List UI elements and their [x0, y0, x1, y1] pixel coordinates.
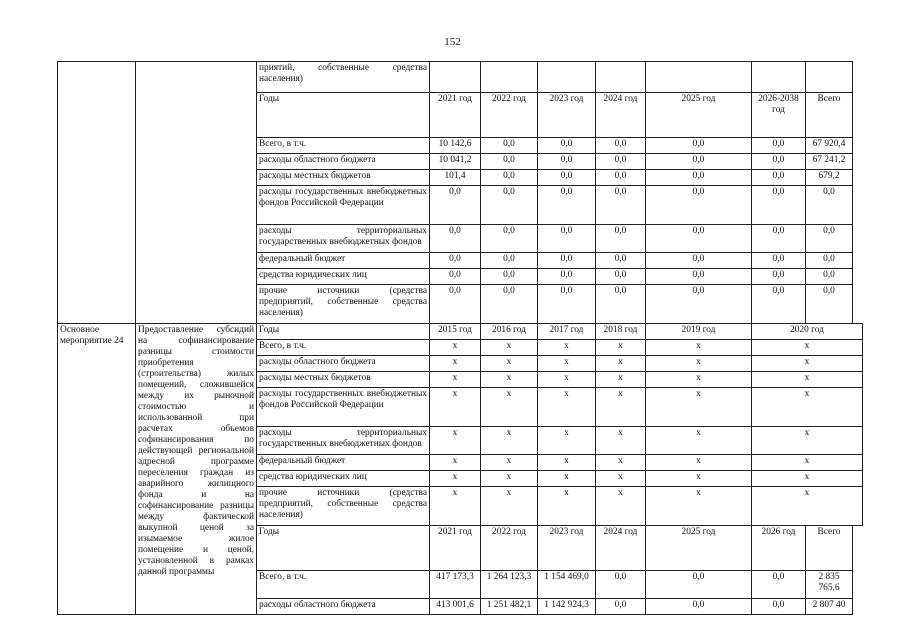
amount-cell: х — [646, 471, 752, 487]
amount-cell: х — [430, 455, 481, 471]
amount-cell: 0,0 — [481, 269, 538, 285]
amount-cell: х — [481, 455, 538, 471]
amount-cell: 10 041,2 — [430, 154, 481, 170]
amount-cell: 0,0 — [806, 269, 853, 285]
amount-cell: 0,0 — [430, 269, 481, 285]
empty-cell — [752, 62, 806, 93]
amount-cell: х — [430, 471, 481, 487]
source-label: Всего, в т.ч. — [257, 138, 430, 154]
amount-cell: 0,0 — [596, 285, 646, 324]
year-header: 2022 год — [481, 526, 538, 571]
amount-cell: 67 920,4 — [806, 138, 853, 154]
amount-cell: х — [752, 372, 863, 388]
amount-cell: х — [646, 356, 752, 372]
empty-cell — [806, 62, 853, 93]
amount-cell: 0,0 — [596, 599, 646, 615]
amount-cell: х — [646, 372, 752, 388]
amount-cell: х — [752, 455, 863, 471]
amount-cell: 0,0 — [481, 225, 538, 253]
source-label: расходы областного бюджета — [257, 356, 430, 372]
amount-cell: х — [596, 356, 646, 372]
year-header: 2024 год — [596, 526, 646, 571]
amount-cell: х — [538, 372, 596, 388]
amount-cell: 0,0 — [806, 186, 853, 225]
source-label: расходы областного бюджета — [257, 154, 430, 170]
amount-cell: х — [430, 388, 481, 427]
amount-cell: 0,0 — [596, 154, 646, 170]
amount-cell: х — [481, 487, 538, 526]
year-header: 2024 год — [596, 93, 646, 138]
amount-cell: х — [596, 388, 646, 427]
amount-cell: 0,0 — [806, 225, 853, 253]
source-label: прочие источники (средства предприятий, собственные средства населения) — [257, 285, 430, 324]
amount-cell: 0,0 — [596, 225, 646, 253]
amount-cell: х — [752, 388, 863, 427]
amount-cell: 0,0 — [481, 170, 538, 186]
years-label: Годы — [257, 324, 430, 340]
amount-cell: х — [596, 427, 646, 455]
amount-cell: х — [596, 471, 646, 487]
continued-text: приятий, собственные средства населения) — [257, 62, 430, 93]
event-24-description: Предоставление субсидий на софинансирование разницы стоимости приобретения (строительства) жилых помещений, сложившейся между их рыночной стоимостью и использованной при расчетах объемов софинансирования по действующей региональной адресной программе переселения граждан из аварийного жилищного фонда и на софинансирование разницы между фактической выкупной ценой за изымаемое жилое помещение и ценой, установленной в рамках данной программы — [136, 324, 257, 615]
year-header: 2023 год — [538, 526, 596, 571]
amount-cell: 0,0 — [646, 225, 752, 253]
amount-cell: х — [752, 356, 863, 372]
amount-cell: 0,0 — [481, 138, 538, 154]
amount-cell: 0,0 — [538, 225, 596, 253]
source-label: прочие источники (средства предприятий, собственные средства населения) — [257, 487, 430, 526]
amount-cell: х — [596, 455, 646, 471]
amount-cell: 0,0 — [538, 269, 596, 285]
amount-cell: 679,2 — [806, 170, 853, 186]
amount-cell: 1 154 469,0 — [538, 571, 596, 599]
amount-cell: 1 251 482,1 — [481, 599, 538, 615]
source-label: расходы территориальных государственных внебюджетных фондов — [257, 225, 430, 253]
amount-cell: х — [538, 340, 596, 356]
amount-cell: х — [646, 388, 752, 427]
year-header: Всего — [806, 526, 853, 571]
amount-cell: х — [481, 372, 538, 388]
year-header: 2015 год — [430, 324, 481, 340]
amount-cell: х — [596, 372, 646, 388]
amount-cell: 0,0 — [646, 138, 752, 154]
amount-cell: х — [596, 487, 646, 526]
amount-cell: 0,0 — [646, 269, 752, 285]
amount-cell: 1 264 123,3 — [481, 571, 538, 599]
amount-cell: х — [538, 427, 596, 455]
amount-cell: 0,0 — [646, 599, 752, 615]
amount-cell: х — [538, 455, 596, 471]
amount-cell: 0,0 — [752, 571, 806, 599]
year-header: 2017 год — [538, 324, 596, 340]
empty-cell — [646, 62, 752, 93]
amount-cell: 0,0 — [752, 154, 806, 170]
source-label: расходы местных бюджетов — [257, 170, 430, 186]
amount-cell: х — [646, 455, 752, 471]
event-name-cell — [58, 62, 136, 324]
amount-cell: 67 241,2 — [806, 154, 853, 170]
amount-cell: 0,0 — [538, 285, 596, 324]
source-label: Всего, в т.ч. — [257, 571, 430, 599]
year-header: 2026-2038 год — [752, 93, 806, 138]
amount-cell: х — [430, 340, 481, 356]
amount-cell: х — [430, 427, 481, 455]
amount-cell: 0,0 — [646, 571, 752, 599]
year-header: 2025 год — [646, 526, 752, 571]
page-number: 152 — [444, 36, 461, 48]
amount-cell: 417 173,3 — [430, 571, 481, 599]
year-header: 2022 год — [481, 93, 538, 138]
amount-cell: 0,0 — [481, 253, 538, 269]
amount-cell: х — [481, 471, 538, 487]
amount-cell: х — [481, 356, 538, 372]
source-label: расходы территориальных государственных внебюджетных фондов — [257, 427, 430, 455]
years-label: Годы — [257, 526, 430, 571]
amount-cell: 0,0 — [481, 285, 538, 324]
amount-cell: 0,0 — [752, 170, 806, 186]
amount-cell: х — [538, 487, 596, 526]
amount-cell: х — [752, 487, 863, 526]
amount-cell: 0,0 — [596, 253, 646, 269]
amount-cell: 10 142,6 — [430, 138, 481, 154]
amount-cell: 0,0 — [646, 154, 752, 170]
amount-cell: 0,0 — [752, 269, 806, 285]
year-header: 2016 год — [481, 324, 538, 340]
amount-cell: 2 807 40 — [806, 599, 853, 615]
amount-cell: х — [596, 340, 646, 356]
amount-cell: 0,0 — [752, 599, 806, 615]
amount-cell: 0,0 — [538, 253, 596, 269]
years-label: Годы — [257, 93, 430, 138]
amount-cell: х — [481, 388, 538, 427]
amount-cell: х — [430, 372, 481, 388]
amount-cell: х — [646, 427, 752, 455]
amount-cell: х — [752, 427, 863, 455]
empty-cell — [430, 62, 481, 93]
amount-cell: 413 001,6 — [430, 599, 481, 615]
amount-cell: 0,0 — [752, 285, 806, 324]
empty-cell — [481, 62, 538, 93]
source-label: расходы государственных внебюджетных фондов Российской Федерации — [257, 388, 430, 427]
amount-cell: х — [752, 340, 863, 356]
amount-cell: 0,0 — [538, 186, 596, 225]
year-header: 2026 год — [752, 526, 806, 571]
amount-cell: 0,0 — [752, 225, 806, 253]
source-label: федеральный бюджет — [257, 455, 430, 471]
amount-cell: 0,0 — [646, 170, 752, 186]
amount-cell: 0,0 — [481, 186, 538, 225]
source-label: расходы областного бюджета — [257, 599, 430, 615]
event-24-name: Основное мероприятие 24 — [58, 324, 136, 615]
year-header: 2018 год — [596, 324, 646, 340]
source-label: расходы государственных внебюджетных фондов Российской Федерации — [257, 186, 430, 225]
amount-cell: 0,0 — [430, 225, 481, 253]
amount-cell: х — [538, 356, 596, 372]
amount-cell: 0,0 — [596, 269, 646, 285]
amount-cell: 0,0 — [806, 285, 853, 324]
year-header: Всего — [806, 93, 853, 138]
amount-cell: 0,0 — [430, 186, 481, 225]
amount-cell: 0,0 — [596, 571, 646, 599]
source-label: расходы местных бюджетов — [257, 372, 430, 388]
amount-cell: 0,0 — [646, 285, 752, 324]
amount-cell: 0,0 — [752, 138, 806, 154]
financing-table — [57, 61, 863, 615]
year-header: 2021 год — [430, 93, 481, 138]
amount-cell: 0,0 — [806, 253, 853, 269]
amount-cell: 0,0 — [430, 285, 481, 324]
amount-cell: х — [430, 356, 481, 372]
year-header: 2023 год — [538, 93, 596, 138]
amount-cell: х — [646, 340, 752, 356]
source-label: Всего, в т.ч. — [257, 340, 430, 356]
amount-cell: х — [646, 487, 752, 526]
amount-cell: 1 142 924,3 — [538, 599, 596, 615]
amount-cell: 0,0 — [596, 170, 646, 186]
source-label: средства юридических лиц — [257, 471, 430, 487]
event-24-header-row — [58, 324, 863, 340]
amount-cell: 0,0 — [752, 186, 806, 225]
amount-cell: 0,0 — [646, 253, 752, 269]
empty-cell — [538, 62, 596, 93]
year-header: 2025 год — [646, 93, 752, 138]
amount-cell: х — [752, 471, 863, 487]
year-header: 2020 год — [752, 324, 863, 340]
amount-cell: 0,0 — [538, 154, 596, 170]
year-header: 2021 год — [430, 526, 481, 571]
amount-cell: 0,0 — [430, 253, 481, 269]
amount-cell: 0,0 — [481, 154, 538, 170]
amount-cell: 0,0 — [596, 138, 646, 154]
amount-cell: 2 835 765,6 — [806, 571, 853, 599]
continued-row — [58, 62, 863, 93]
source-label: средства юридических лиц — [257, 269, 430, 285]
source-label: федеральный бюджет — [257, 253, 430, 269]
amount-cell: 0,0 — [538, 170, 596, 186]
amount-cell: х — [481, 340, 538, 356]
year-header: 2019 год — [646, 324, 752, 340]
amount-cell: х — [481, 427, 538, 455]
amount-cell: 0,0 — [646, 186, 752, 225]
amount-cell: х — [538, 471, 596, 487]
amount-cell: 0,0 — [538, 138, 596, 154]
event-description-cell — [136, 62, 257, 324]
empty-cell — [596, 62, 646, 93]
amount-cell: х — [430, 487, 481, 526]
amount-cell: х — [538, 388, 596, 427]
amount-cell: 0,0 — [752, 253, 806, 269]
amount-cell: 0,0 — [596, 186, 646, 225]
amount-cell: 101,4 — [430, 170, 481, 186]
